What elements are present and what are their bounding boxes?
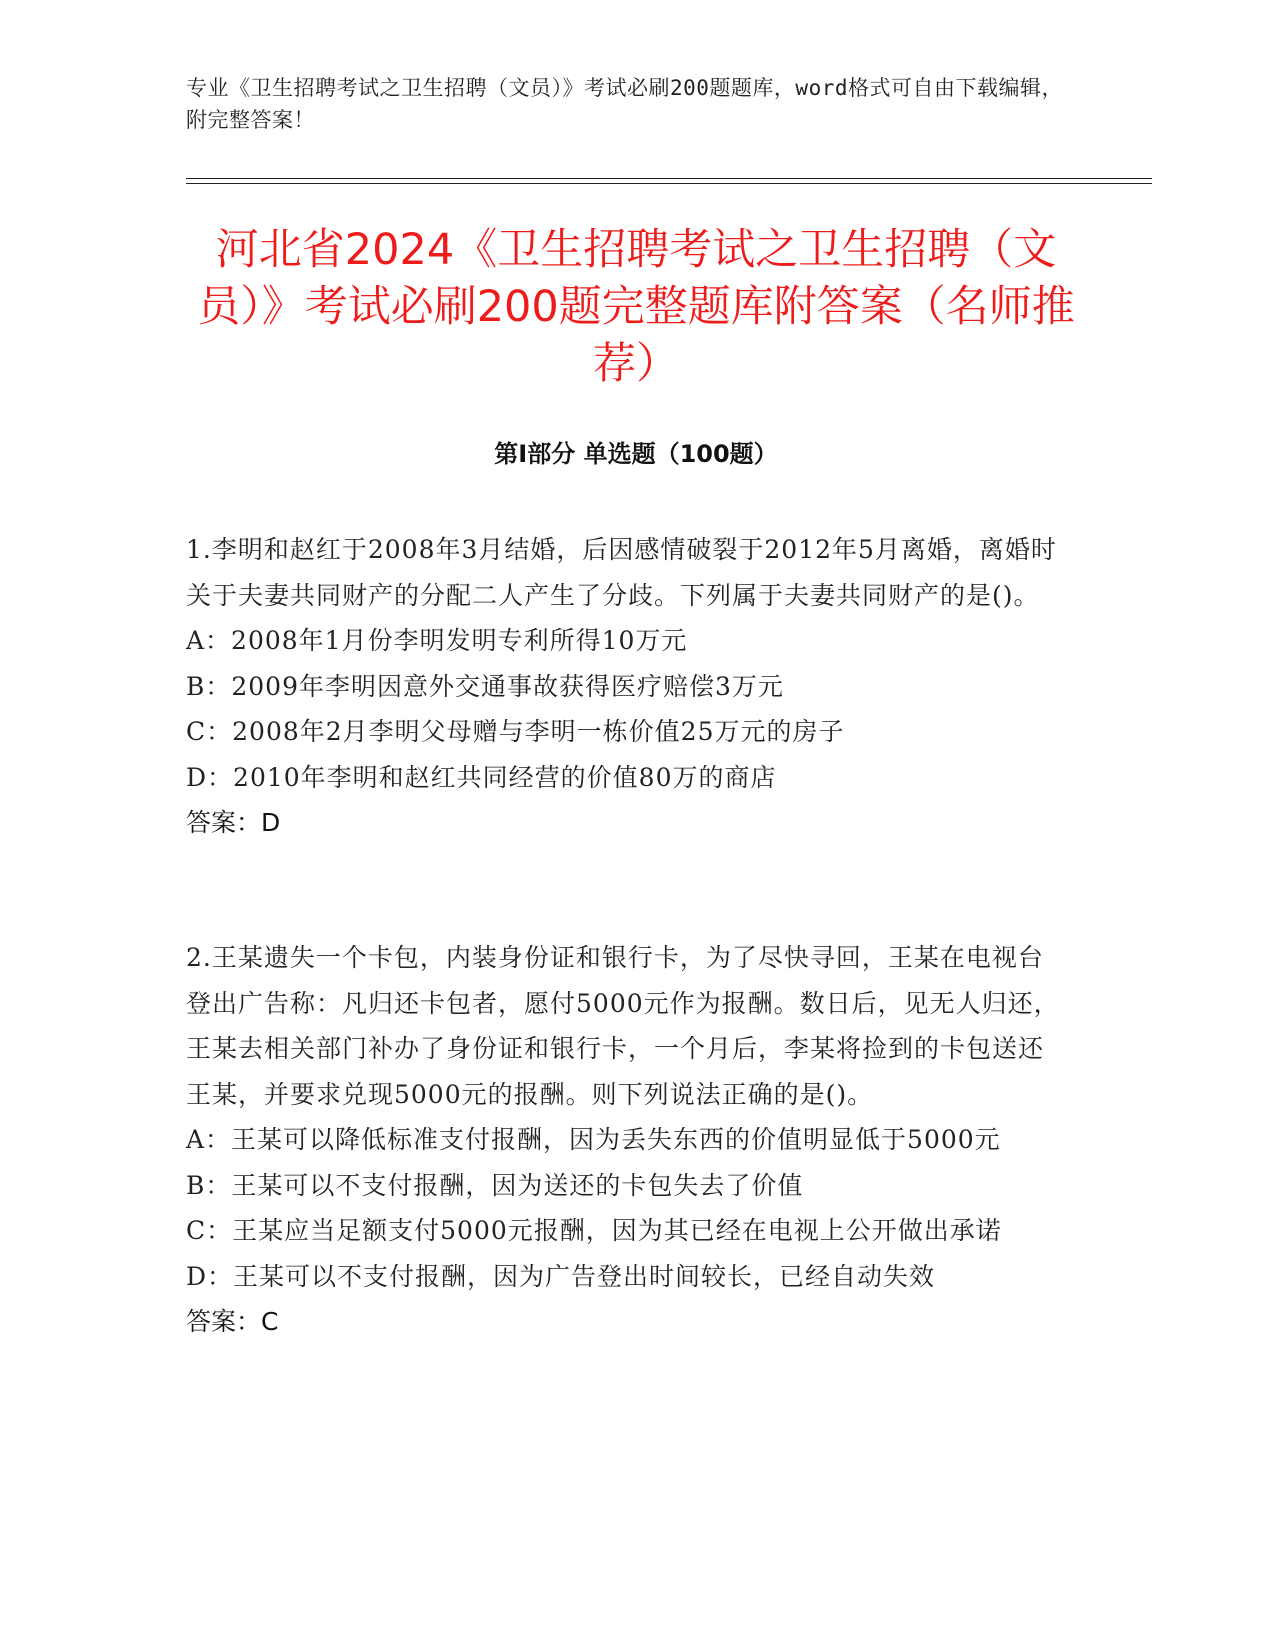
answer-line: 答案：D [186, 808, 281, 837]
document-title: 河北省2024《卫生招聘考试之卫生招聘（文员）》考试必刷200题完整题库附答案（名师推荐） [197, 225, 1075, 389]
question-1 [186, 527, 1066, 846]
question-stem: 2.王某遗失一个卡包，内装身份证和银行卡，为了尽快寻回，王某在电视台登出广告称：凡归还卡包者，愿付5000元作为报酬。数日后，见无人归还，王某去相关部门补办了身份证和银行卡，一个月后，李某将捡到的卡包送还王某，并要求兑现5000元的报酬。则下列说法正确的是()。 [186, 943, 1060, 1109]
header-divider-bottom [186, 183, 1152, 184]
option-b: B：2009年李明因意外交通事故获得医疗赔偿3万元 [186, 671, 784, 701]
option-c: C：王某应当足额支付5000元报酬，因为其已经在电视上公开做出承诺 [186, 1216, 1002, 1245]
option-a: A：王某可以降低标准支付报酬，因为丢失东西的价值明显低于5000元 [186, 1125, 1001, 1154]
document-header-note: 专业《卫生招聘考试之卫生招聘（文员）》考试必刷200题题库，word格式可自由下载编辑，附完整答案！ [186, 76, 1063, 132]
option-a: A：2008年1月份李明发明专利所得10万元 [186, 626, 688, 655]
option-d: D：2010年李明和赵红共同经营的价值80万的商店 [186, 762, 777, 792]
option-b: B：王某可以不支付报酬，因为送还的卡包失去了价值 [186, 1170, 804, 1200]
option-c: C：2008年2月李明父母赠与李明一栋价值25万元的房子 [186, 717, 845, 746]
answer-line: 答案：C [186, 1307, 279, 1336]
header-divider-top [186, 178, 1152, 179]
option-d: D：王某可以不支付报酬，因为广告登出时间较长，已经自动失效 [186, 1261, 936, 1291]
question-stem: 1.李明和赵红于2008年3月结婚，后因感情破裂于2012年5月离婚，离婚时关于夫妻共同财产的分配二人产生了分歧。下列属于夫妻共同财产的是()。 [186, 535, 1057, 610]
question-2 [186, 935, 1066, 1345]
section-heading: 第I部分 单选题（100题） [494, 440, 778, 468]
